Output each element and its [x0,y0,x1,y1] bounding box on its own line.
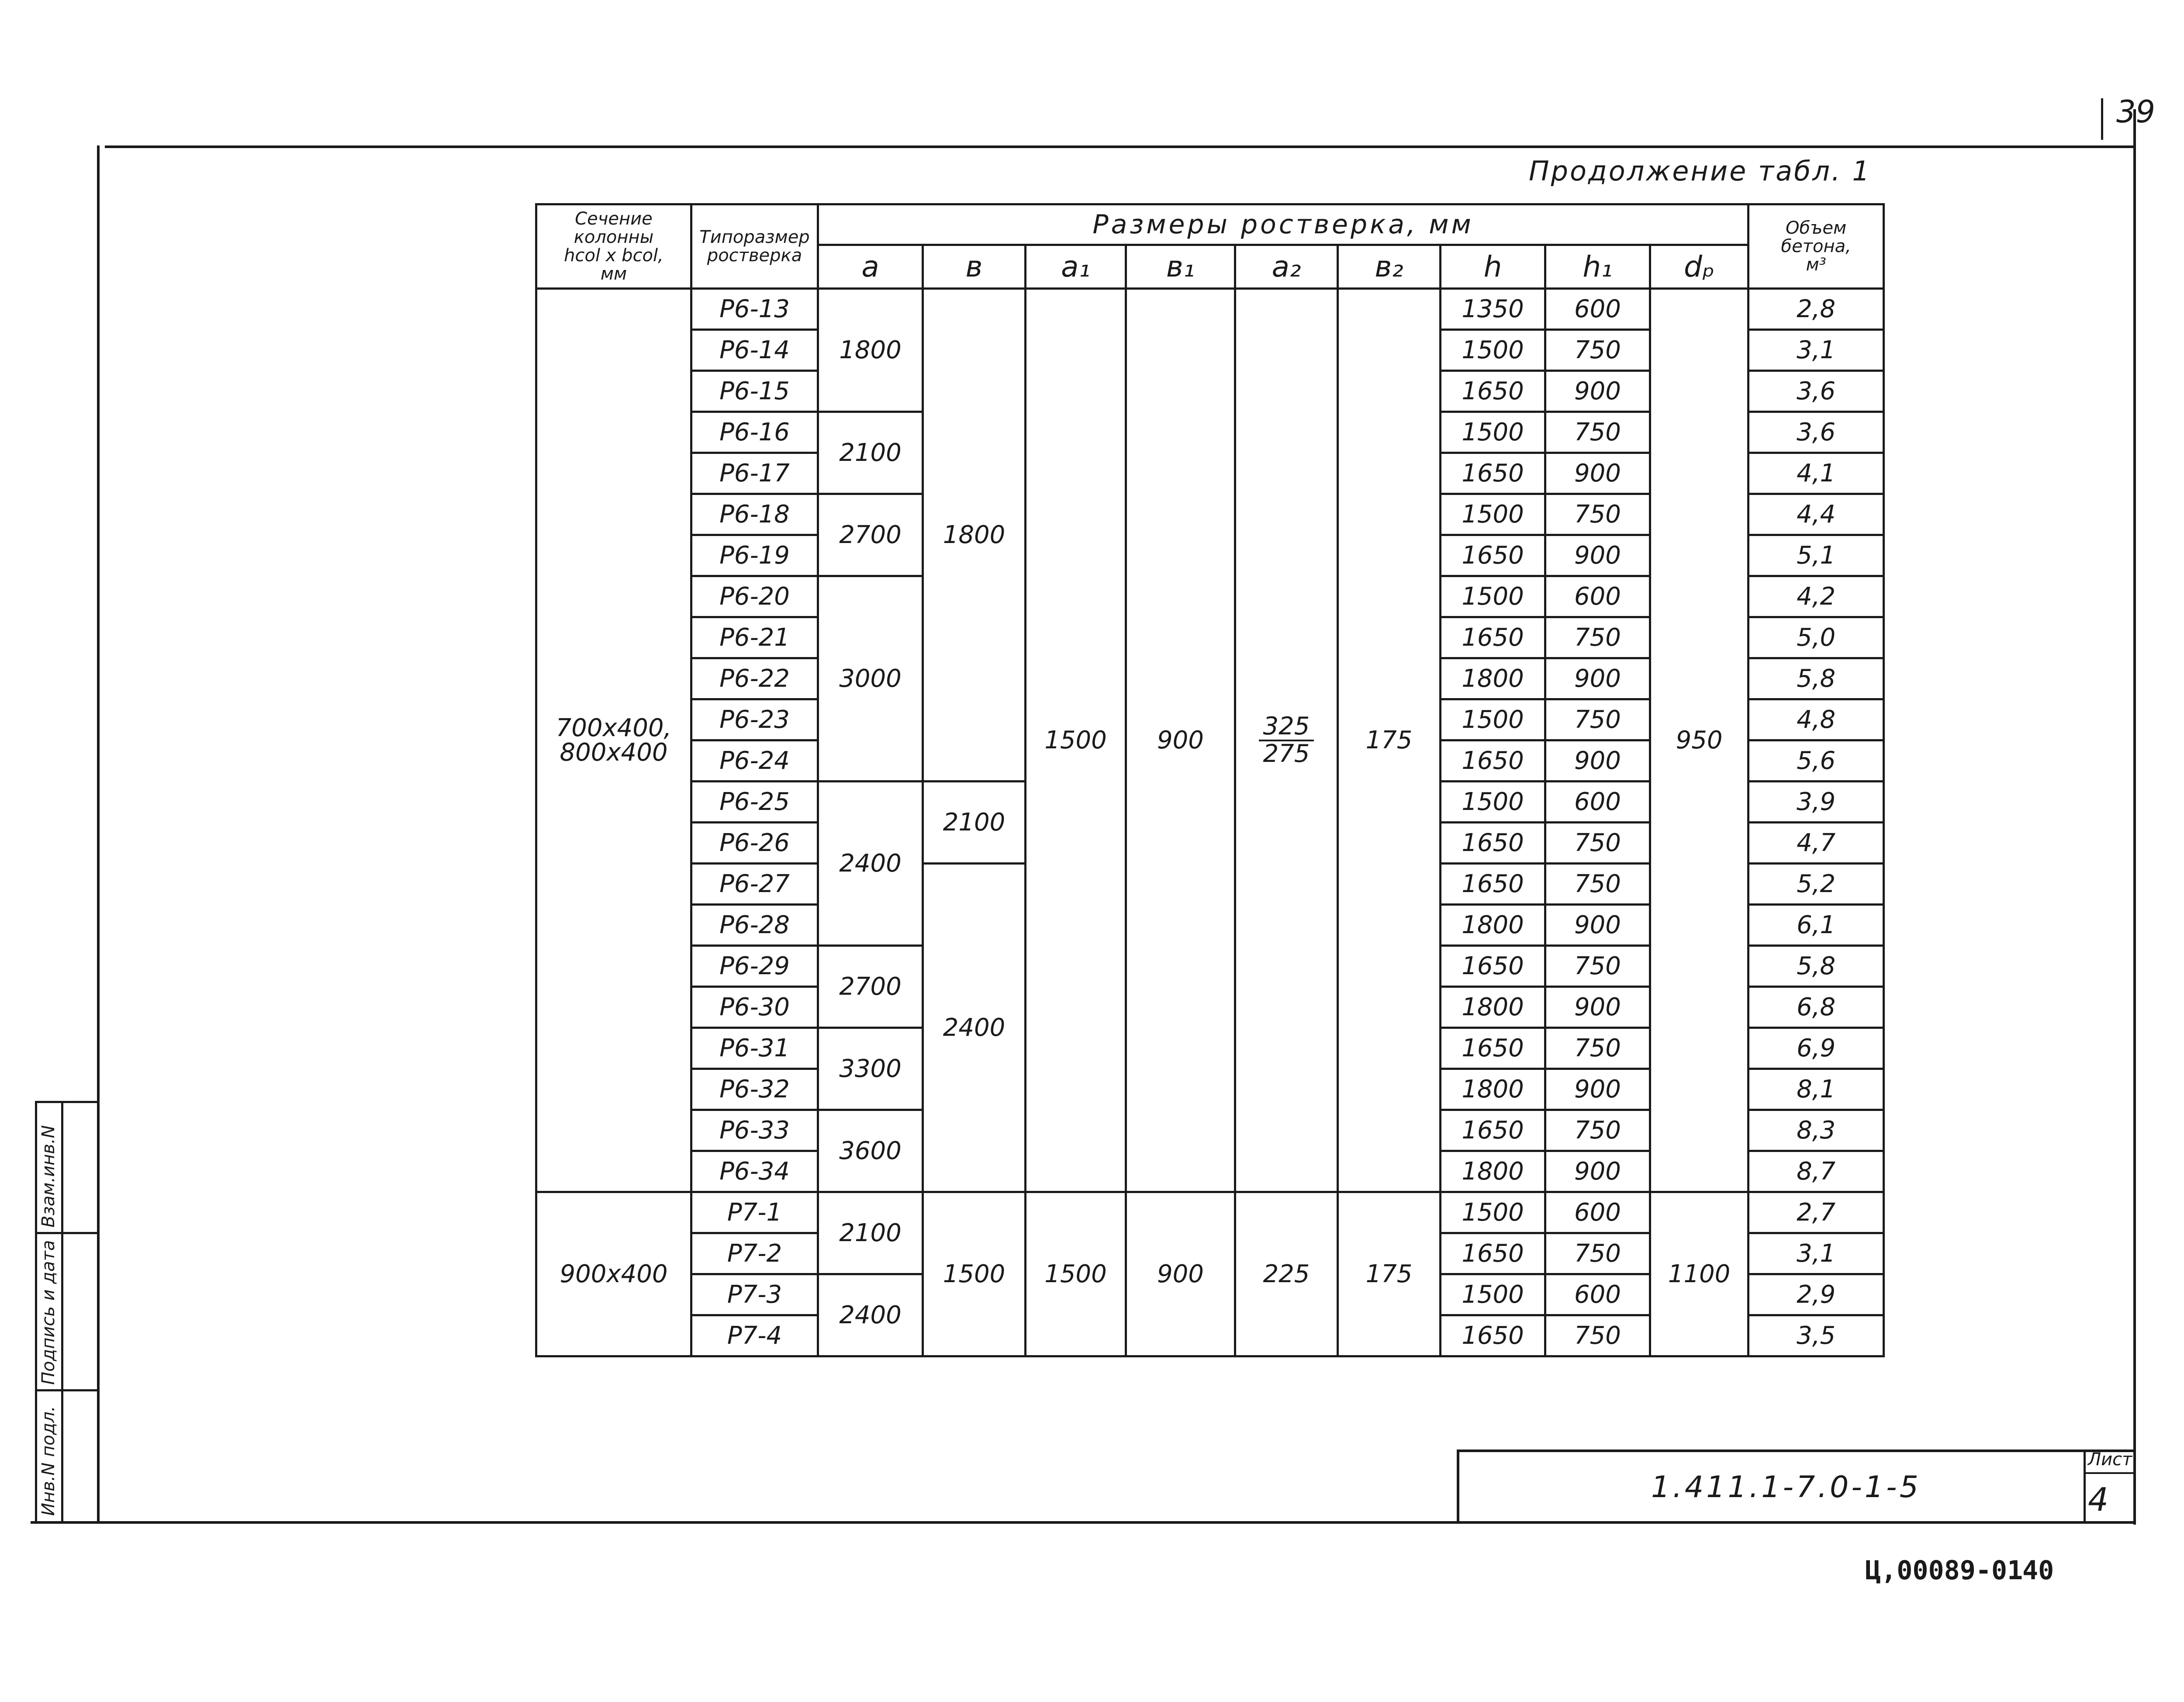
cell-a: 2100 [818,412,923,494]
cell-a: 3300 [818,1028,923,1110]
side-stamp-top [35,1101,98,1103]
row-code: Р7-2 [691,1233,818,1274]
cell-h: 1800 [1441,905,1545,946]
cell-h: 1650 [1441,371,1545,412]
cell-volume: 3,1 [1749,330,1884,371]
cell-h1: 750 [1545,946,1650,987]
cell-h1: 750 [1545,823,1650,864]
cell-h1: 750 [1545,1315,1650,1356]
cell-volume: 6,9 [1749,1028,1884,1069]
cell-h: 1500 [1441,412,1545,453]
cell-h: 1500 [1441,576,1545,617]
archive-code: Ц,00089-01 [1865,1555,2023,1586]
row-code: Р6-28 [691,905,818,946]
cell-h1: 750 [1545,617,1650,658]
header-column-section: Сечение колонны hcol x bcol, мм [536,204,691,289]
cell-h: 1800 [1441,1151,1545,1192]
cell-volume: 5,0 [1749,617,1884,658]
side-stamp-div1 [35,1232,98,1234]
cell-h1: 900 [1545,453,1650,494]
cell-volume: 6,8 [1749,987,1884,1028]
side-stamp-outer-line [35,1101,37,1522]
row-code: Р6-31 [691,1028,818,1069]
header-a: a [818,245,923,289]
title-block-sheet-label-line [2084,1472,2136,1474]
cell-h: 1500 [1441,782,1545,823]
header-h1: h₁ [1545,245,1650,289]
cell-h: 1500 [1441,1274,1545,1315]
cell-a: 3600 [818,1110,923,1192]
row-code: Р6-17 [691,453,818,494]
row-code: Р6-24 [691,740,818,782]
cell-b: 1500 [923,1192,1026,1356]
title-block-sheet-divider [2084,1449,2086,1522]
cell-a: 2400 [818,782,923,946]
cell-volume: 8,3 [1749,1110,1884,1151]
cell-h1: 900 [1545,1069,1650,1110]
cell-volume: 5,1 [1749,535,1884,576]
side-stamp-sign-date: Подпись и дата [38,1240,59,1385]
header-type-size: Типоразмер ростверка [691,204,818,289]
row-code: Р6-34 [691,1151,818,1192]
cell-a: 3000 [818,576,923,782]
cell-b: 2100 [923,782,1026,864]
cell-h1: 600 [1545,576,1650,617]
cell-volume: 8,7 [1749,1151,1884,1192]
pile-cap-dimensions-table [535,203,1885,1357]
cell-a2: 225 [1235,1192,1338,1356]
row-code: Р6-19 [691,535,818,576]
cell-a1: 1500 [1026,289,1126,1192]
sheet-number-tick [2101,98,2103,140]
column-section-group1: 700x400, 800x400 [536,289,691,1192]
side-stamp-inv-no: Инв.N подл. [38,1406,59,1516]
cell-h1: 600 [1545,782,1650,823]
cell-h1: 900 [1545,371,1650,412]
cell-h1: 750 [1545,494,1650,535]
table-row [536,1192,1884,1233]
row-code: Р6-15 [691,371,818,412]
cell-h1: 900 [1545,1151,1650,1192]
row-code: Р6-22 [691,658,818,699]
cell-volume: 4,1 [1749,453,1884,494]
table-continuation-title: Продолжение табл. 1 [1529,155,1871,187]
side-stamp-inner-line [61,1101,63,1522]
cell-h1: 900 [1545,987,1650,1028]
cell-h1: 900 [1545,535,1650,576]
row-code: Р6-32 [691,1069,818,1110]
cell-volume: 6,1 [1749,905,1884,946]
row-code: Р6-14 [691,330,818,371]
frame-top-line [105,145,2136,148]
cell-volume: 2,7 [1749,1192,1884,1233]
cell-h: 1800 [1441,987,1545,1028]
row-code: Р6-33 [691,1110,818,1151]
cell-a: 2400 [818,1274,923,1356]
cell-h: 1650 [1441,1233,1545,1274]
cell-volume: 5,6 [1749,740,1884,782]
header-a2: a₂ [1235,245,1338,289]
row-code: Р7-4 [691,1315,818,1356]
cell-b2: 175 [1338,289,1441,1192]
cell-a1: 1500 [1026,1192,1126,1356]
row-code: Р7-3 [691,1274,818,1315]
header-a1: a₁ [1026,245,1126,289]
cell-volume: 3,5 [1749,1315,1884,1356]
row-code: Р6-25 [691,782,818,823]
cell-a: 1800 [818,289,923,412]
cell-a: 2100 [818,1192,923,1274]
row-code: Р6-23 [691,699,818,740]
cell-h: 1650 [1441,864,1545,905]
cell-a2: $\frac{325}{275}$ [1235,289,1338,1192]
side-stamp-replaced-inv: Взам.инв.N [38,1125,59,1228]
sheet-value: 4 [2088,1481,2109,1519]
cell-h1: 900 [1545,658,1650,699]
header-h: h [1441,245,1545,289]
row-code: Р6-26 [691,823,818,864]
cell-h: 1650 [1441,823,1545,864]
cell-volume: 5,8 [1749,658,1884,699]
cell-h: 1800 [1441,1069,1545,1110]
cell-b1: 900 [1126,1192,1235,1356]
cell-h1: 750 [1545,1110,1650,1151]
header-dp: dₚ [1650,245,1749,289]
cell-b: 2400 [923,864,1026,1192]
row-code: Р6-18 [691,494,818,535]
cell-a: 2700 [818,946,923,1028]
cell-h1: 750 [1545,330,1650,371]
archive-page-number: 40 [2022,1555,2054,1586]
cell-b: 1800 [923,289,1026,782]
cell-h1: 750 [1545,412,1650,453]
cell-h: 1350 [1441,289,1545,330]
cell-b1: 900 [1126,289,1235,1192]
cell-h: 1650 [1441,617,1545,658]
cell-h: 1650 [1441,946,1545,987]
cell-volume: 4,4 [1749,494,1884,535]
row-code: Р6-21 [691,617,818,658]
cell-volume: 5,2 [1749,864,1884,905]
cell-volume: 4,2 [1749,576,1884,617]
cell-h: 1500 [1441,699,1545,740]
header-dimensions: Размеры ростверка, мм [818,204,1749,245]
sheet-number: 39 [2116,94,2156,130]
cell-h1: 750 [1545,864,1650,905]
cell-h: 1500 [1441,494,1545,535]
cell-h1: 900 [1545,740,1650,782]
table-row [536,289,1884,330]
cell-volume: 3,6 [1749,371,1884,412]
row-code: Р6-16 [691,412,818,453]
cell-b2: 175 [1338,1192,1441,1356]
header-concrete-volume: Объем бетона, м³ [1749,204,1884,289]
cell-dp: 950 [1650,289,1749,1192]
frame-left-line [97,145,100,1522]
cell-h1: 600 [1545,289,1650,330]
row-code: Р6-20 [691,576,818,617]
cell-h: 1650 [1441,740,1545,782]
cell-h: 1650 [1441,1110,1545,1151]
sheet-label: Лист [2088,1449,2132,1470]
document-code: 1.411.1-7.0-1-5 [1651,1470,1921,1505]
cell-volume: 3,1 [1749,1233,1884,1274]
cell-volume: 2,8 [1749,289,1884,330]
cell-volume: 3,9 [1749,782,1884,823]
cell-h: 1500 [1441,1192,1545,1233]
row-code: Р6-30 [691,987,818,1028]
cell-volume: 4,8 [1749,699,1884,740]
cell-h: 1500 [1441,330,1545,371]
cell-h: 1650 [1441,535,1545,576]
cell-a: 2700 [818,494,923,576]
row-code: Р6-13 [691,289,818,330]
cell-h: 1800 [1441,658,1545,699]
cell-volume: 8,1 [1749,1069,1884,1110]
cell-volume: 5,8 [1749,946,1884,987]
header-b2: в₂ [1338,245,1441,289]
cell-volume: 4,7 [1749,823,1884,864]
cell-dp: 1100 [1650,1192,1749,1356]
cell-h1: 900 [1545,905,1650,946]
cell-h: 1650 [1441,453,1545,494]
header-b1: в₁ [1126,245,1235,289]
cell-h1: 750 [1545,1233,1650,1274]
column-section-group2: 900x400 [536,1192,691,1356]
cell-h1: 750 [1545,699,1650,740]
row-code: Р6-29 [691,946,818,987]
cell-volume: 2,9 [1749,1274,1884,1315]
cell-volume: 3,6 [1749,412,1884,453]
frame-right-line [2133,109,2136,1525]
cell-h: 1650 [1441,1028,1545,1069]
cell-h: 1650 [1441,1315,1545,1356]
row-code: Р6-27 [691,864,818,905]
cell-h1: 750 [1545,1028,1650,1069]
side-stamp-div2 [35,1389,98,1391]
header-b: в [923,245,1026,289]
cell-h1: 600 [1545,1274,1650,1315]
row-code: Р7-1 [691,1192,818,1233]
cell-h1: 600 [1545,1192,1650,1233]
